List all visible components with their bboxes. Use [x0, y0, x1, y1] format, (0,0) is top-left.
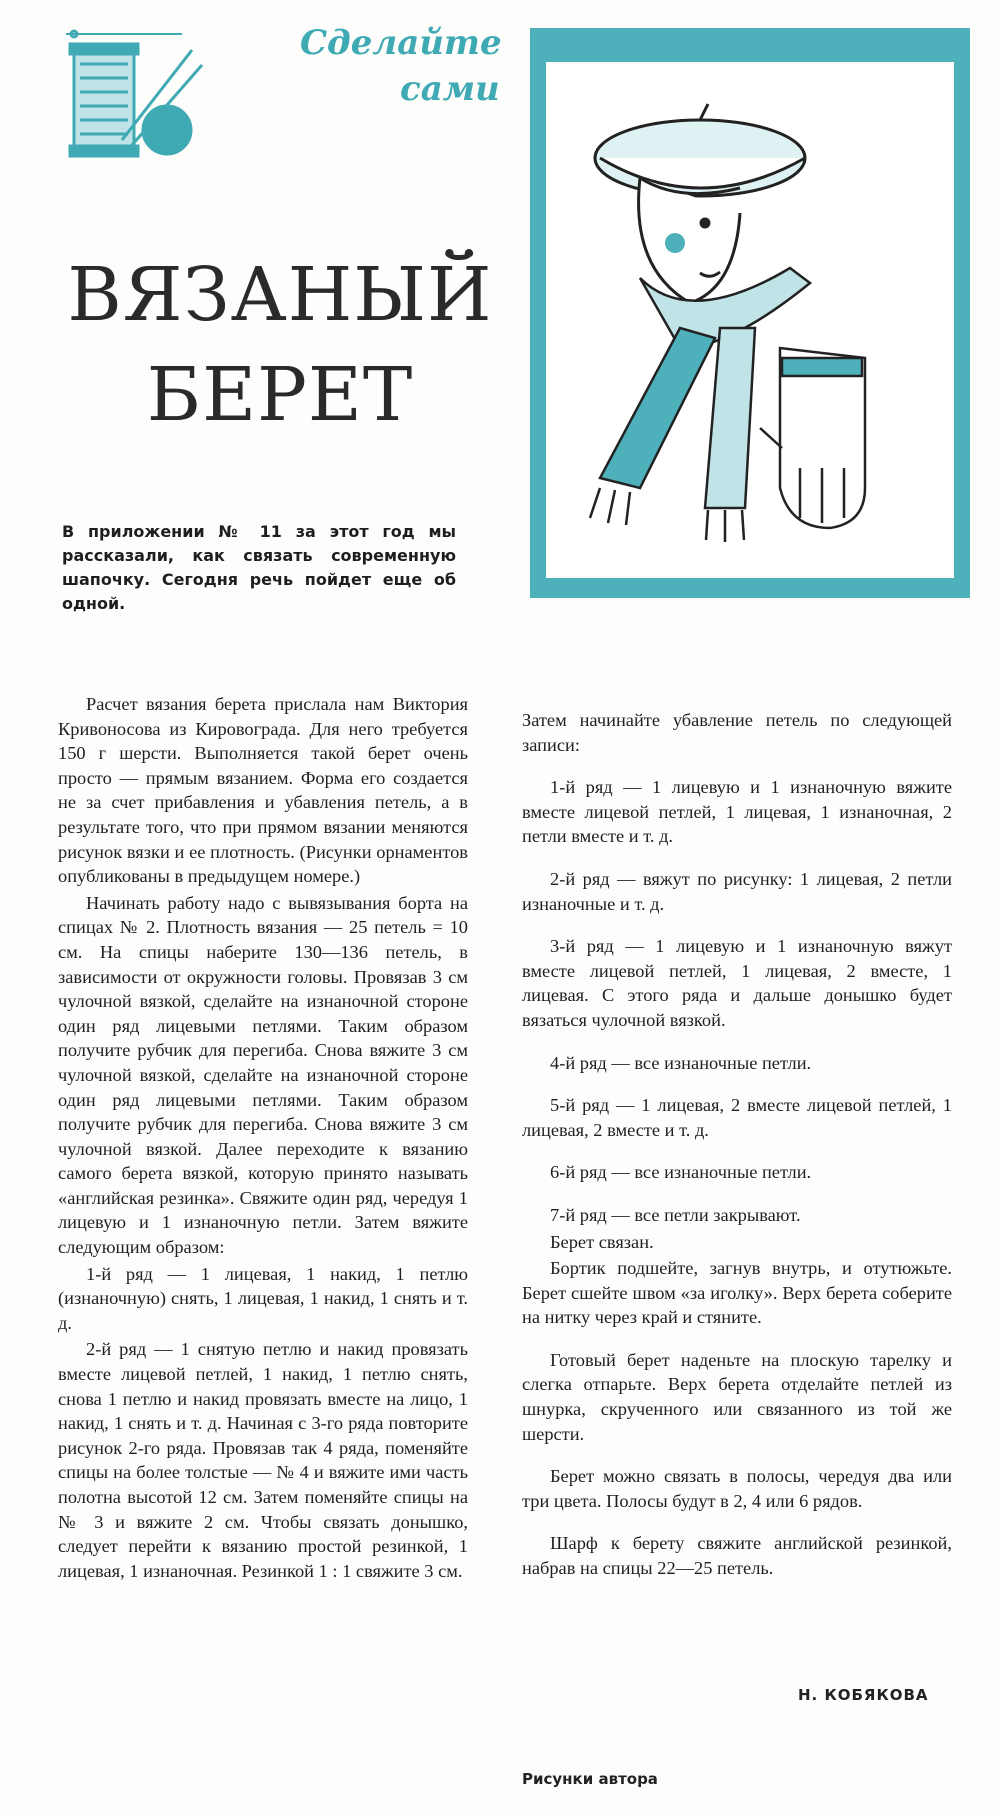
paragraph: Берет связан. — [550, 1231, 654, 1252]
paragraph: Затем начинайте убавление петель по следующей записи: — [522, 710, 952, 755]
paragraph: Берет можно связать в полосы, чередуя два или три цвета. Полосы будут в 2, 4 или 6 рядов. — [522, 1466, 952, 1511]
article-title — [60, 245, 500, 445]
text-column-1 — [58, 692, 468, 1585]
title-line-1: ВЯЗАНЫЙ — [67, 252, 493, 338]
paragraph: 1-й ряд — 1 лицевую и 1 изнаночную вяжите вместе лицевой петлей, 1 лицевая, 1 изнаночная, 2 петли вместе и т. д. — [522, 777, 952, 847]
paragraph: Начинать работу надо с вывязывания борта на спицах № 2. Плотность вязания — 25 петель = 10 см. На спицы наберите 130—136 петель, в зависимости от окружности головы. Провязав 3 см чулочной вязкой, сделайте на изнаночной стороне один ряд лицевыми петлями. Таким образом получите рубчик для перегиба. Снова вяжите 3 см чулочной вязкой, сделайте на изнаночной стороне один ряд лицевыми петлями. Таким образом получите рубчик для перегиба. Снова вяжите 3 см чулочной вязкой. Далее переходите к вязанию самого берета вязкой, которую принято называть «английская резинка». Свяжите один ряд, чередуя 1 лицевую и 1 изнаночную петли. Затем вяжите следующим образом: — [58, 892, 468, 1258]
paragraph: 4-й ряд — все изнаночные петли. — [550, 1052, 812, 1073]
title-line-2: БЕРЕТ — [146, 352, 414, 438]
rubric-line-1: Сделайте — [300, 23, 502, 63]
paragraph: Расчет вязания берета прислала нам Виктория Кривоносова из Кировограда. Для него требуется 150 г шерсти. Выполняется такой берет очень просто — прямым вязанием. Форма его создается не за счет прибавления и убавления петель, а в результате того, что при прямом вязании меняются рисунок вязки и ее плотность. (Рисунки орнаментов опубликованы в предыдущем номере.) — [58, 694, 468, 887]
paragraph: Бортик подшейте, загнув внутрь, и отутюжьте. Берет сшейте швом «за иголку». Верх берета соберите на нитку через край и стяните. — [522, 1258, 952, 1328]
paragraph: 1-й ряд — 1 лицевая, 1 накид, 1 петлю (изнаночную) снять, 1 лицевая, 1 накид, 1 снять и т. д. — [58, 1263, 468, 1333]
paragraph: 2-й ряд — 1 снятую петлю и накид провязать вместе лицевой петлей, 1 накид, 1 петлю снять, снова 1 петлю и накид провязать вместе на лицо, 1 накид, 1 снять и т. д. Начиная с 3-го ряда повторите рисунок 2-го ряда. Провязав так 4 ряда, поменяйте спицы на более толстые — № 4 и вяжите ими часть полотна высотой 12 см. Затем поменяйте спицы на № 3 и вяжите 2 см. Чтобы связать донышко, следует перейти к вязанию простой резинкой, 1 лицевая, 1 изнаночная. Резинкой 1 : 1 свяжите 3 см. — [58, 1339, 468, 1581]
illustration-credit: Рисунки автора — [522, 1770, 658, 1788]
paragraph: Готовый берет наденьте на плоскую тарелку и слегка отпарьте. Верх берета отделайте петлей из шнурка, скрученного или связанного из той же шерсти. — [522, 1349, 952, 1444]
section-rubric — [300, 20, 500, 112]
paragraph: Шарф к берету свяжите английской резинкой, набрав на спицы 22—25 петель. — [522, 1533, 952, 1579]
author-name: Н. КОБЯКОВА — [798, 1686, 929, 1704]
paragraph: 2-й ряд — вяжут по рисунку: 1 лицевая, 2 петли изнаночные и т. д. — [522, 868, 952, 914]
rubric-line-2: сами — [400, 69, 500, 109]
paragraph: 6-й ряд — все изнаночные петли. — [550, 1162, 812, 1183]
paragraph: 7-й ряд — все петли закрывают. — [550, 1204, 801, 1225]
text-column-2 — [522, 708, 952, 1583]
paragraph: 5-й ряд — 1 лицевая, 2 вместе лицевой петлей, 1 лицевая, 2 вместе и т. д. — [522, 1095, 952, 1140]
sewing-logo-icon — [62, 20, 212, 160]
paragraph: 3-й ряд — 1 лицевую и 1 изнаночную вяжут вместе лицевой петлей, 1 лицевая, 2 вместе, 1 лицевая. С этого ряда и дальше донышко будет вязаться чулочной вязкой. — [522, 936, 952, 1030]
illustration — [530, 28, 970, 598]
article-lead: В приложении № 11 за этот год мы рассказали, как связать современную шапочку. Сегодня речь пойдет еще об одной. — [62, 522, 456, 613]
